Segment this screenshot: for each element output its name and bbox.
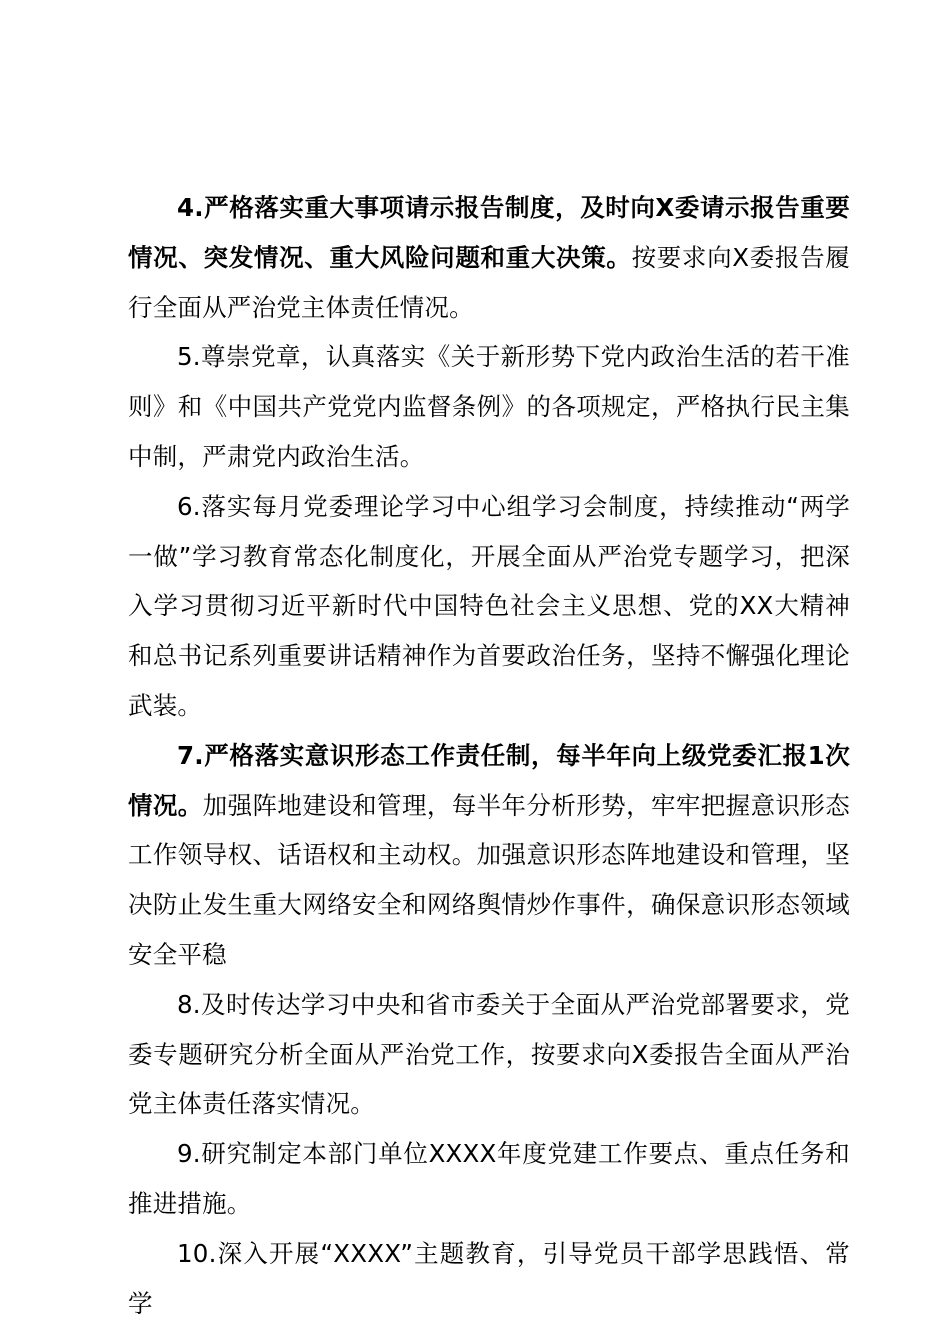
paragraph-7 (128, 731, 850, 980)
paragraph-6 (128, 482, 850, 731)
paragraph-7-body: 加强阵地建设和管理，每半年分析形势，牢牢把握意识形态工作领导权、话语权和主动权。加强意识形态阵地建设和管理，坚决防止发生重大网络安全和网络舆情炒作事件，确保意识形态领域安全平稳 (128, 790, 850, 969)
paragraph-4-body: 按要求向X委报告履行全面从严治党主体责任情况。 (128, 242, 850, 322)
paragraph-9 (128, 1129, 850, 1229)
paragraph-8-body: 8.及时传达学习中央和省市委关于全面从严治党部署要求，党委专题研究分析全面从严治党工作，按要求向X委报告全面从严治党主体责任落实情况。 (128, 989, 850, 1119)
paragraph-5 (128, 332, 850, 481)
paragraph-9-body: 9.研究制定本部门单位XXXX年度党建工作要点、重点任务和推进措施。 (128, 1139, 850, 1218)
paragraph-10-body: 10.深入开展“XXXX”主题教育，引导党员干部学思践悟、常学 (128, 1238, 850, 1318)
paragraph-4-lead: 4.严格落实重大事项请示报告制度，及时向X委请示报告重要情况、突发情况、重大风险问题和重大决策。 (128, 193, 850, 272)
paragraph-4 (128, 183, 850, 332)
paragraph-8 (128, 980, 850, 1129)
paragraph-6-body: 6.落实每月党委理论学习中心组学习会制度，持续推动“两学一做”学习教育常态化制度化，开展全面从严治党专题学习，把深入学习贯彻习近平新时代中国特色社会主义思想、党的XX大精神和总书记系列重要讲话精神作为首要政治任务，坚持不懈强化理论武装。 (128, 491, 850, 720)
document-body (128, 183, 850, 1328)
paragraph-5-body: 5.尊崇党章，认真落实《关于新形势下党内政治生活的若干准则》和《中国共产党党内监督条例》的各项规定，严格执行民主集中制，严肃党内政治生活。 (128, 342, 850, 471)
paragraph-7-lead: 7.严格落实意识形态工作责任制，每半年向上级党委汇报1次情况。 (128, 740, 850, 820)
paragraph-10 (128, 1229, 850, 1329)
